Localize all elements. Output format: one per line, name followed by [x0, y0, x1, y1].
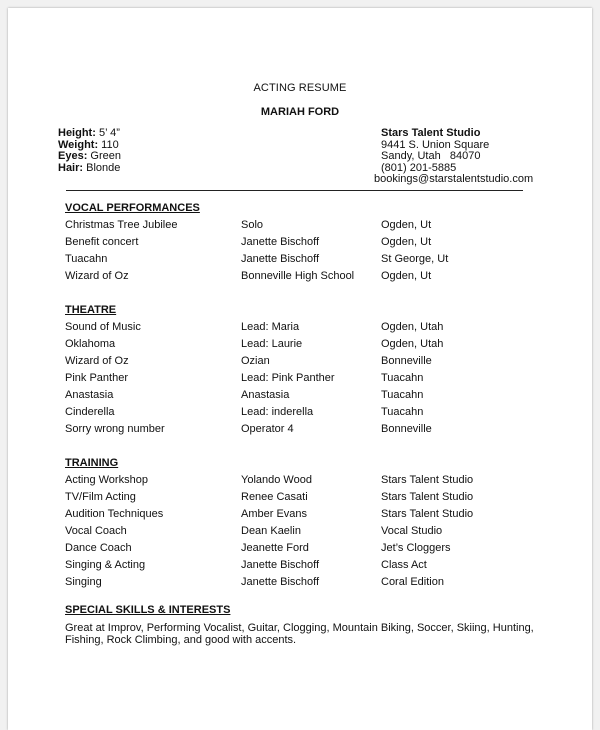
section-training	[65, 455, 474, 591]
entry-title: Sorry wrong number	[65, 423, 165, 435]
skills-heading: SPECIAL SKILLS & INTERESTS	[65, 604, 231, 616]
entry-location: Tuacahn	[381, 372, 424, 384]
entry-location: Ogden, Ut	[381, 219, 432, 231]
entry-title: Acting Workshop	[65, 474, 148, 486]
entry-role: Janette Bischoff	[241, 253, 320, 265]
entry-title: Audition Techniques	[65, 508, 164, 520]
table-row	[65, 353, 432, 370]
table-row	[65, 404, 424, 421]
section-heading: THEATRE	[65, 304, 117, 316]
table-row	[65, 489, 474, 506]
entry-title: Sound of Music	[65, 321, 141, 333]
stat-value: 5’ 4”	[95, 127, 120, 139]
entry-title: Oklahoma	[65, 338, 116, 350]
stat-value: 110	[98, 138, 119, 151]
table-row	[65, 523, 443, 540]
table-row	[65, 387, 424, 404]
stat-label: Height:	[58, 127, 96, 139]
entry-location: Jet’s Cloggers	[381, 542, 451, 554]
entry-role: Dean Kaelin	[241, 525, 301, 537]
entry-role: Bonneville High School	[241, 270, 355, 282]
entry-location: St George, Ut	[381, 253, 449, 265]
section-heading: TRAINING	[65, 457, 119, 469]
header-divider	[66, 190, 523, 191]
entry-role: Anastasia	[241, 389, 290, 401]
entry-location: Stars Talent Studio	[381, 491, 474, 503]
agency-phone: (801) 201-5885	[381, 161, 457, 174]
stat-label: Eyes:	[58, 150, 88, 162]
entry-role: Lead: inderella	[241, 406, 314, 418]
agency-address-line1: 9441 S. Union Square	[381, 138, 490, 151]
entry-location: Class Act	[381, 559, 427, 571]
entry-title: Cinderella	[65, 406, 115, 418]
entry-location: Vocal Studio	[381, 525, 443, 537]
skills-description: Great at Improv, Performing Vocalist, Guitar, Clogging, Mountain Biking, Soccer, Skiing, Hunting, Fishing, Rock Climbing, and good with accents.	[65, 622, 534, 646]
stat-value: Blonde	[83, 161, 121, 174]
entry-location: Bonneville	[381, 423, 432, 435]
actor-name: MARIAH FORD	[260, 106, 340, 118]
stat-hair	[58, 163, 121, 175]
stat-label: Hair:	[58, 161, 84, 174]
agency-name: Stars Talent Studio	[381, 127, 481, 139]
entry-title: Christmas Tree Jubilee	[65, 219, 178, 231]
entry-role: Ozian	[241, 355, 270, 367]
stat-value: Green	[87, 150, 121, 162]
entry-title: Anastasia	[65, 389, 114, 401]
table-row	[65, 506, 474, 523]
entry-location: Ogden, Utah	[381, 338, 444, 350]
entry-title: Wizard of Oz	[65, 270, 129, 282]
entry-role: Lead: Maria	[241, 321, 300, 333]
entry-location: Tuacahn	[381, 389, 424, 401]
section-heading: VOCAL PERFORMANCES	[65, 202, 200, 214]
entry-role: Jeanette Ford	[241, 542, 309, 554]
section-vocal-performances	[65, 200, 449, 285]
entry-location: Ogden, Ut	[381, 270, 432, 282]
entry-location: Ogden, Utah	[381, 321, 444, 333]
entry-location: Stars Talent Studio	[381, 508, 474, 520]
table-row	[65, 251, 449, 268]
entry-role: Janette Bischoff	[241, 559, 320, 571]
table-row	[65, 336, 444, 353]
entry-role: Lead: Laurie	[241, 338, 303, 350]
entry-location: Ogden, Ut	[381, 236, 432, 248]
table-row	[65, 234, 432, 251]
table-row	[65, 472, 474, 489]
table-row	[65, 421, 432, 438]
document-title: ACTING RESUME	[253, 82, 347, 94]
entry-title: TV/Film Acting	[65, 491, 136, 503]
entry-role: Janette Bischoff	[241, 236, 320, 248]
table-row	[65, 574, 444, 591]
entry-role: Solo	[241, 219, 264, 231]
entry-location: Bonneville	[381, 355, 432, 367]
entry-title: Dance Coach	[65, 542, 132, 554]
entry-location: Tuacahn	[381, 406, 424, 418]
entry-title: Pink Panther	[65, 372, 128, 384]
table-row	[65, 268, 432, 285]
entry-role: Operator 4	[241, 423, 294, 435]
entry-location: Stars Talent Studio	[381, 474, 474, 486]
table-row	[65, 370, 424, 387]
agency-email: bookings@starstalentstudio.com	[374, 173, 534, 185]
table-row	[65, 540, 451, 557]
stat-label: Weight:	[58, 138, 99, 151]
entry-role: Renee Casati	[241, 491, 308, 503]
entry-title: Benefit concert	[65, 236, 139, 248]
resume-page	[8, 8, 592, 730]
entry-title: Singing & Acting	[65, 559, 146, 571]
entry-title: Wizard of Oz	[65, 355, 129, 367]
table-row	[65, 217, 432, 234]
agency-contact	[374, 127, 534, 186]
table-row	[65, 319, 444, 336]
entry-title: Tuacahn	[65, 253, 108, 265]
section-theatre	[65, 302, 444, 438]
entry-title: Vocal Coach	[65, 525, 127, 537]
entry-title: Singing	[65, 576, 102, 588]
entry-location: Coral Edition	[381, 576, 444, 588]
table-row	[65, 557, 427, 574]
agency-address-line2: Sandy, Utah 84070	[381, 150, 481, 162]
physical-stats	[58, 128, 121, 174]
entry-role: Yolando Wood	[241, 474, 312, 486]
entry-role: Amber Evans	[241, 508, 308, 520]
entry-role: Janette Bischoff	[241, 576, 320, 588]
entry-role: Lead: Pink Panther	[241, 372, 335, 384]
